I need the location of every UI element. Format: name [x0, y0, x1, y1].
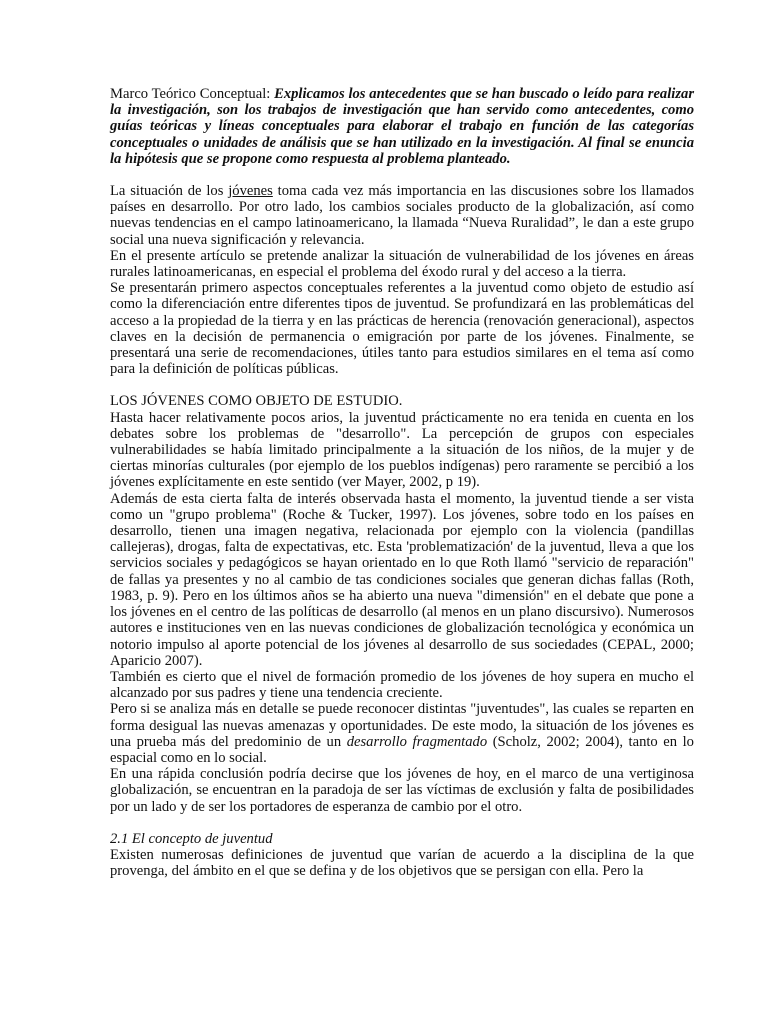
- section-1-paragraph-3: También es cierto que el nivel de formación promedio de los jóvenes de hoy supera en mucho el alcanzado por sus padres y tiene una tendencia creciente.: [110, 668, 694, 702]
- spacer: [110, 167, 694, 183]
- intro-label: Marco Teórico Conceptual:: [110, 86, 275, 102]
- spacer: [110, 815, 694, 831]
- paragraph-1: [110, 183, 694, 248]
- jovenes-link[interactable]: jóvenes: [228, 183, 273, 200]
- paragraph-1-text-a: La situación de los: [110, 183, 229, 200]
- intro-bold-text: Explicamos los antecedentes que se han buscado o leído para realizar la investigación, son los trabajos de investigación que han servido como antecedentes, como guías teóricas y líneas conceptuales para elaborar el trabajo en función de las categorías conceptuales o unidades de análisis que se han utilizado en la investigación. Al final se enuncia la hipótesis que se propone como respuesta al problema planteado.: [110, 86, 694, 167]
- paragraph-3: Se presentarán primero aspectos conceptuales referentes a la juventud como objeto de estudio así como la diferenciación entre diferentes tipos de juventud. Se profundizará en las problemáticas del acceso a la propiedad de la tierra y en las prácticas de herencia (renovación generacional), aspectos claves en la decisión de permanencia o emigración por parte de los jóvenes. Finalmente, se presentará una serie de recomendaciones, útiles tanto para estudios similares en el tema así como para la definición de políticas públicas.: [110, 280, 694, 378]
- section-2-paragraph-1: Existen numerosas definiciones de juventud que varían de acuerdo a la disciplina de la que provenga, del ámbito en el que se defina y de los objetivos que se persigan con ella. Pero la: [110, 846, 694, 880]
- section-2-heading: 2.1 El concepto de juventud: [110, 830, 273, 847]
- section-1-paragraph-4: [110, 701, 694, 766]
- section-1-paragraph-5: En una rápida conclusión podría decirse que los jóvenes de hoy, en el marco de una vertiginosa globalización, se encuentran en la paradoja de ser las víctimas de exclusión y falta de posibilidades por un lado y de ser los portadores de esperanza de cambio por el otro.: [110, 766, 694, 815]
- section-1-paragraph-1: Hasta hacer relativamente pocos arios, la juventud prácticamente no era tenida en cuenta en los debates sobre los problemas de "desarrollo". La percepción de grupos con especiales vulnerabilidades se había limitado principalmente a la situación de los niños, de la mujer y de ciertas minorías culturales (por ejemplo de los pueblos indígenas) pero raramente se percibió a los jóvenes explícitamente en este sentido (ver Mayer, 2002, p 19).: [110, 409, 694, 491]
- intro-paragraph: [110, 86, 694, 167]
- section-1-heading: LOS JÓVENES COMO OBJETO DE ESTUDIO.: [110, 393, 403, 410]
- document-page: [110, 86, 694, 879]
- section-1-paragraph-4-text-b: (Scholz, 2002; 2004), tanto en lo espacial como en lo social.: [110, 733, 694, 766]
- paragraph-2: En el presente artículo se pretende analizar la situación de vulnerabilidad de los jóvenes en áreas rurales latinoamericanas, en especial el problema del éxodo rural y del acceso a la tierra.: [110, 247, 694, 281]
- section-1-paragraph-2: Además de esta cierta falta de interés observada hasta el momento, la juventud tiende a ser vista como un "grupo problema" (Roche & Tucker, 1997). Los jóvenes, sobre todo en los países en desarrollo, tienen una imagen negativa, relacionada por ejemplo con la violencia (pandillas callejeras), drogas, falta de expectativas, etc. Esta 'problematización' de la juventud, lleva a que los servicios sociales y pedagógicos se hayan orientado en lo que Roth llamó "servicio de reparación" de fallas ya presentes y no al cambio de tas condiciones sociales que generan dichas fallas (Roth, 1983, p. 9). Pero en los últimos años se ha abierto una nueva "dimensión" en el debate que pone a los jóvenes en el centro de las políticas de desarrollo (al menos en un plano discursivo). Numerosos autores e instituciones ven en las nuevas condiciones de globalización tecnológica y económica un notorio impulso al aporte potencial de los jóvenes al desarrollo de sus sociedades (CEPAL, 2000; Aparicio 2007).: [110, 490, 694, 669]
- paragraph-1-text-b: toma cada vez más importancia en las discusiones sobre los llamados países en desarrollo. Por otro lado, los cambios sociales producto de la globalización, así como nuevas tendencias en el campo latinoamericano, la llamada “Nueva Ruralidad”, le dan a este grupo social una nueva significación y relevancia.: [110, 183, 694, 248]
- spacer: [110, 377, 694, 393]
- section-1-paragraph-4-text-a: Pero si se analiza más en detalle se puede reconocer distintas "juventudes", las cuales se reparten en forma desigual las nuevas amenazas y oportunidades. De este modo, la situación de los jóvenes es una prueba más del predominio de un: [110, 701, 694, 750]
- section-1-paragraph-4-italic: desarrollo fragmentado: [346, 733, 488, 750]
